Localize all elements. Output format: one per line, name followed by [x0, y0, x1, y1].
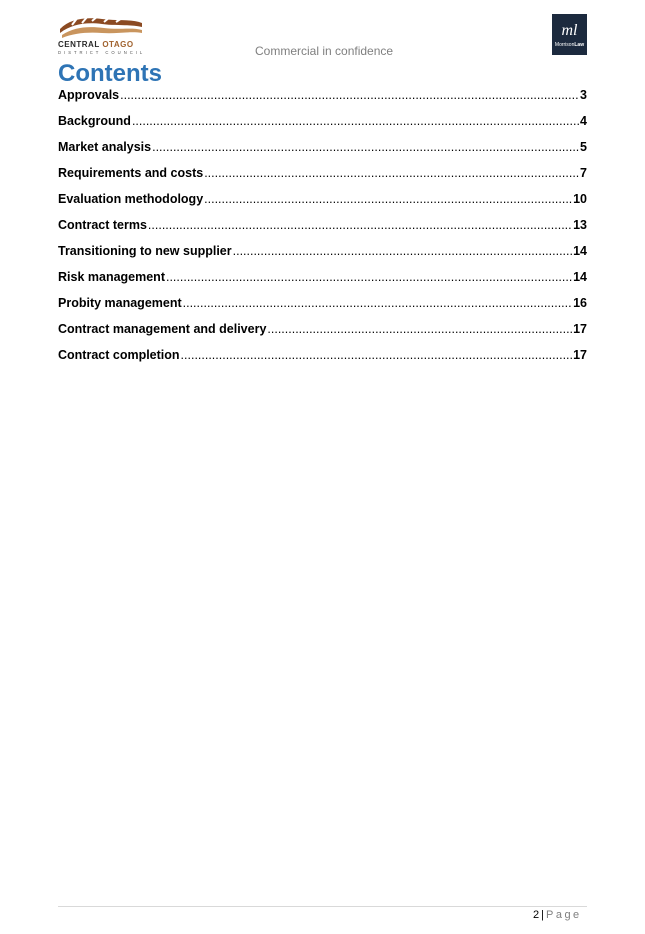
logo-name-morrison: Morrison [554, 42, 575, 48]
toc-entry-label: Market analysis [58, 140, 152, 154]
toc-leader [152, 140, 579, 154]
page-number: 2 [533, 909, 540, 921]
toc-leader [148, 218, 572, 232]
toc-entry[interactable] [58, 270, 587, 296]
toc-leader [181, 348, 573, 362]
toc-entry-label: Contract management and delivery [58, 322, 267, 336]
toc-entry[interactable] [58, 244, 587, 270]
toc-entry[interactable] [58, 140, 587, 166]
toc-entry-page: 17 [573, 348, 587, 362]
hills-logo-icon [58, 15, 144, 39]
toc-entry-label: Contract terms [58, 218, 147, 232]
morrison-law-logo [552, 14, 587, 55]
toc-leader [267, 322, 572, 336]
logo-name-law: Law [574, 42, 585, 48]
toc-entry-page: 5 [580, 140, 587, 154]
table-of-contents [58, 88, 587, 374]
toc-leader [120, 88, 579, 102]
toc-entry-label: Evaluation methodology [58, 192, 204, 206]
toc-leader [233, 244, 572, 258]
confidentiality-notice: Commercial in confidence [255, 44, 394, 58]
page-word: Page [545, 909, 582, 921]
toc-entry-label: Requirements and costs [58, 166, 204, 180]
page-footer [533, 909, 582, 921]
logo-text-otago: OTAGO [102, 40, 134, 49]
toc-entry[interactable] [58, 296, 587, 322]
toc-leader [204, 166, 579, 180]
toc-entry-page: 3 [580, 88, 587, 102]
toc-entry[interactable] [58, 348, 587, 374]
toc-entry[interactable] [58, 218, 587, 244]
toc-entry-page: 13 [573, 218, 587, 232]
toc-entry[interactable] [58, 88, 587, 114]
toc-entry[interactable] [58, 166, 587, 192]
toc-entry-page: 16 [573, 296, 587, 310]
toc-entry-page: 7 [580, 166, 587, 180]
logo-text-central: CENTRAL [58, 40, 100, 49]
toc-entry-page: 10 [573, 192, 587, 206]
toc-entry-label: Approvals [58, 88, 120, 102]
toc-entry-label: Risk management [58, 270, 165, 284]
page-title: Contents [58, 60, 162, 87]
page-header [0, 0, 645, 62]
footer-divider [58, 906, 587, 907]
logo-text-district: DISTRICT COUNCIL [58, 50, 146, 55]
toc-entry-label: Probity management [58, 296, 182, 310]
ml-monogram-icon: ml [561, 22, 578, 39]
toc-leader [204, 192, 572, 206]
toc-entry-page: 4 [580, 114, 587, 128]
footer-separator: | [541, 909, 544, 921]
toc-entry[interactable] [58, 322, 587, 348]
toc-entry[interactable] [58, 192, 587, 218]
toc-entry-label: Transitioning to new supplier [58, 244, 232, 258]
toc-entry-page: 14 [573, 244, 587, 258]
central-otago-logo [58, 15, 148, 57]
toc-leader [166, 270, 572, 284]
toc-entry-page: 17 [573, 322, 587, 336]
toc-entry-page: 14 [573, 270, 587, 284]
toc-leader [132, 114, 579, 128]
toc-entry[interactable] [58, 114, 587, 140]
toc-entry-label: Contract completion [58, 348, 180, 362]
toc-entry-label: Background [58, 114, 131, 128]
toc-leader [183, 296, 572, 310]
